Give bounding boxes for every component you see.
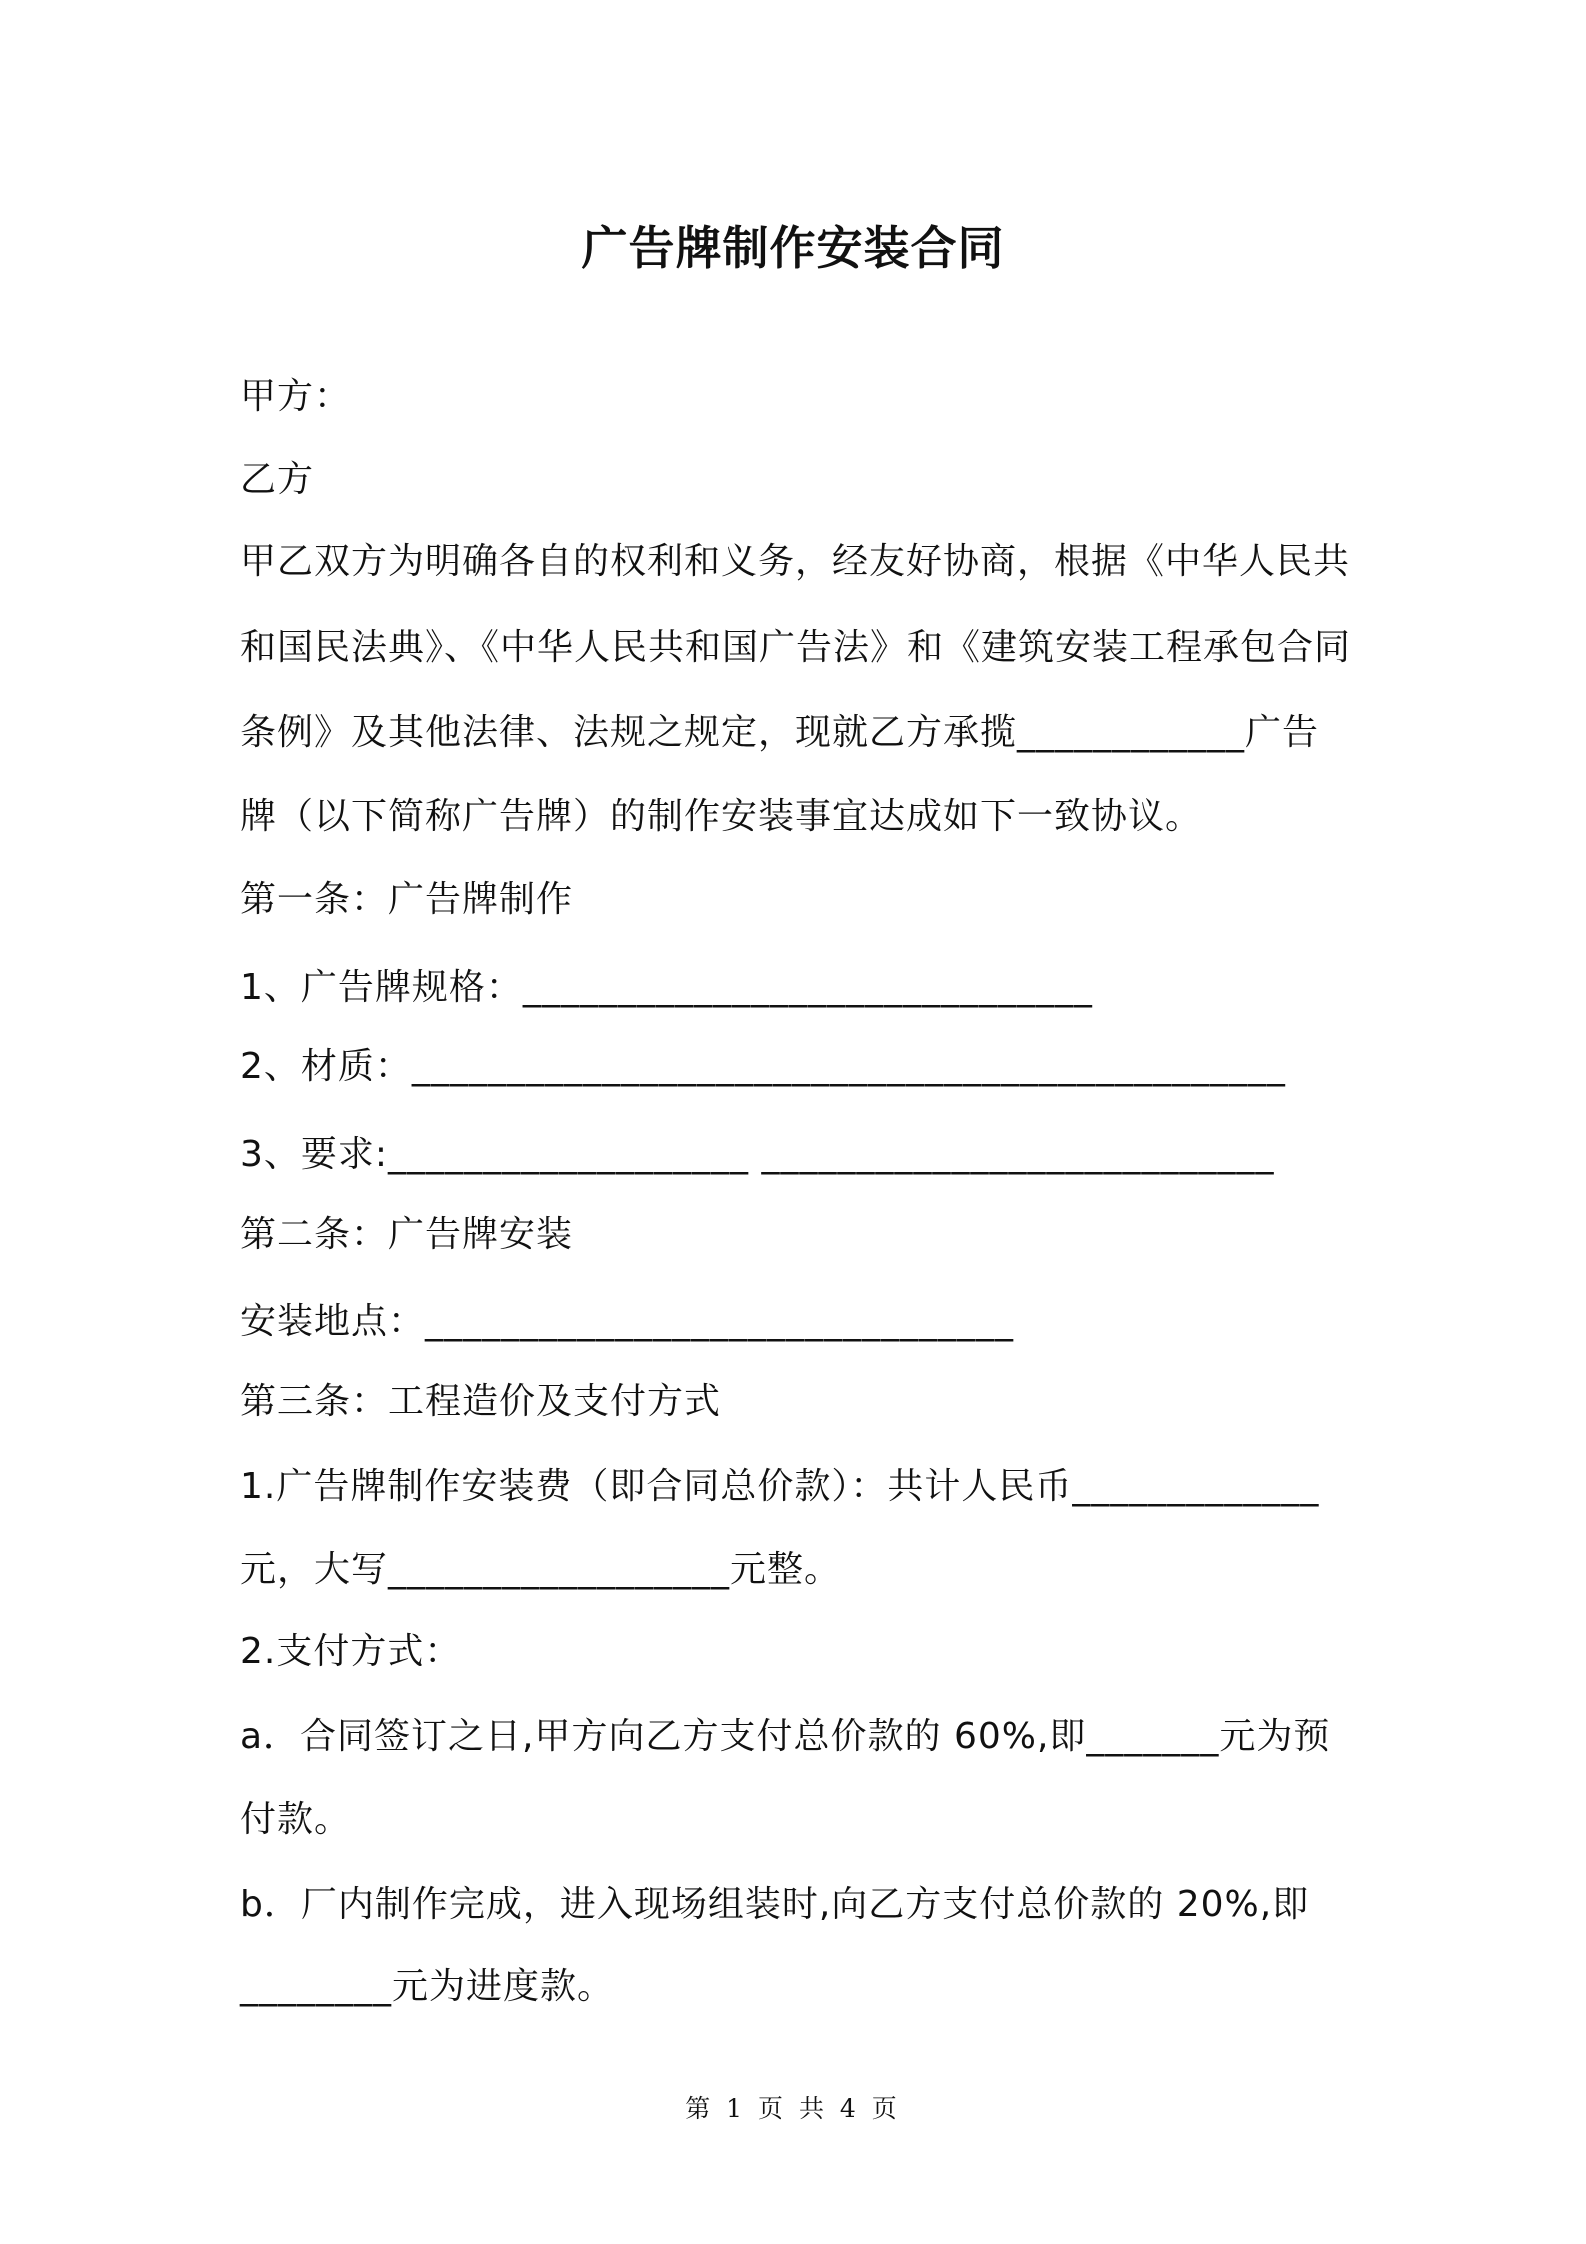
party-a-line: 甲方： bbox=[240, 376, 352, 417]
clause-line: b．厂内制作完成，进入现场组装时,向乙方支付总价款的 20%,即 bbox=[240, 1884, 1310, 1925]
intro-paragraph-line: 和国民法典》、《中华人民共和国广告法》和《建筑安装工程承包合同 bbox=[240, 627, 1352, 668]
intro-paragraph-line: 牌（以下简称广告牌）的制作安装事宜达成如下一致协议。 bbox=[240, 796, 1203, 837]
clause-line: 3、要求:___________________ ___________________________ bbox=[240, 1134, 1275, 1175]
article-2-heading: 第二条：广告牌安装 bbox=[240, 1214, 574, 1255]
clause-line: 付款。 bbox=[240, 1799, 352, 1840]
article-3-heading: 第三条：工程造价及支付方式 bbox=[240, 1381, 722, 1422]
intro-paragraph-line: 甲乙双方为明确各自的权利和义务，经友好协商，根据《中华人民共 bbox=[240, 541, 1351, 582]
clause-line: ________元为进度款。 bbox=[240, 1966, 615, 2007]
page-number-footer: 第 1 页 共 4 页 bbox=[685, 2094, 901, 2123]
article-1-heading: 第一条：广告牌制作 bbox=[240, 879, 574, 920]
party-b-line: 乙方 bbox=[240, 459, 315, 500]
clause-line: 2.支付方式： bbox=[240, 1631, 462, 1672]
clause-line: 1.广告牌制作安装费（即合同总价款）：共计人民币_____________ bbox=[240, 1466, 1320, 1507]
clause-line: a．合同签订之日,甲方向乙方支付总价款的 60%,即_______元为预 bbox=[240, 1716, 1331, 1757]
clause-line: 元，大写__________________元整。 bbox=[240, 1549, 842, 1590]
document-title: 广告牌制作安装合同 bbox=[581, 221, 1005, 275]
intro-paragraph-line: 条例》及其他法律、法规之规定，现就乙方承揽____________广告 bbox=[240, 712, 1320, 753]
clause-line: 1、广告牌规格：______________________________ bbox=[240, 967, 1093, 1008]
clause-line: 2、材质：______________________________________________ bbox=[240, 1046, 1286, 1087]
clause-line: 安装地点：_______________________________ bbox=[240, 1301, 1015, 1342]
